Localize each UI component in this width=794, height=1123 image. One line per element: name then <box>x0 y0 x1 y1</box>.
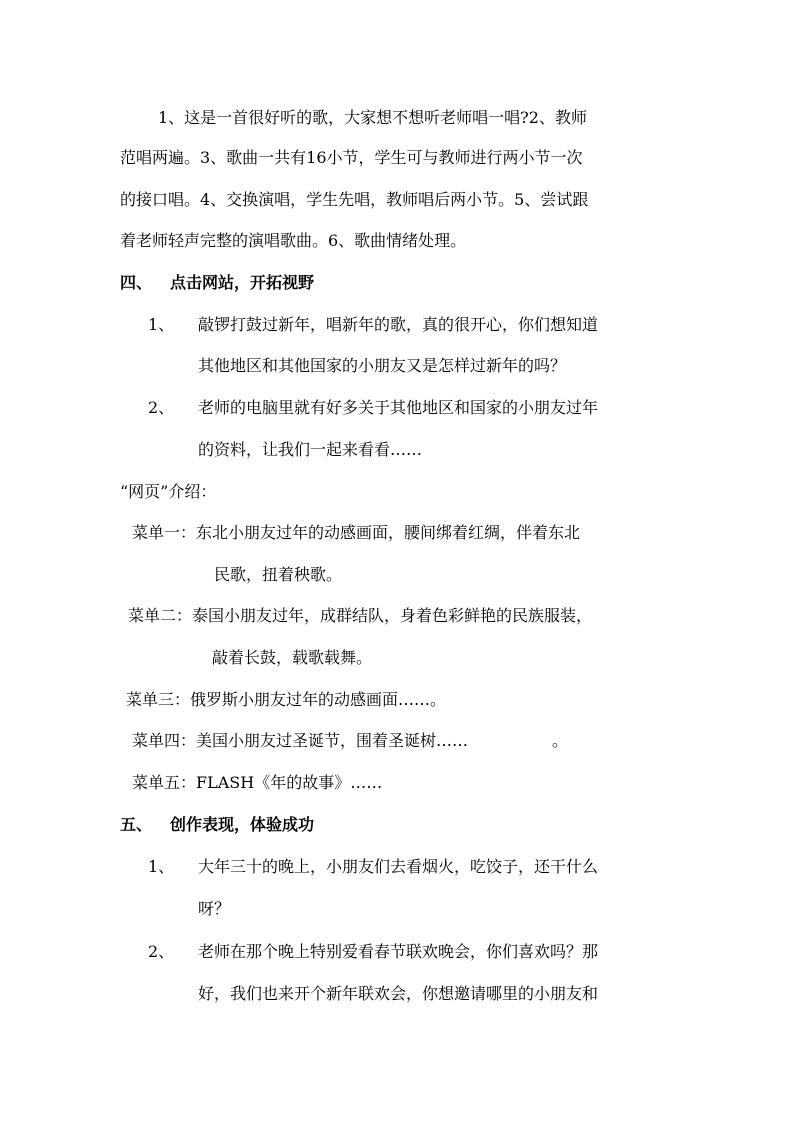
section-5-heading: 创作表现，体验成功 <box>170 815 315 834</box>
intro-line-2: 范唱两遍。3、歌曲一共有16小节，学生可与教师进行两小节一次 <box>120 148 583 167</box>
section-5-item-1-number: 1、 <box>148 857 175 876</box>
menu-2-line-2: 敲着长鼓，载歌载舞。 <box>212 648 373 667</box>
intro-line-4: 着老师轻声完整的演唱歌曲。6、歌曲情绪处理。 <box>120 231 467 250</box>
menu-1-line-2: 民歌，扭着秧歌。 <box>214 565 343 584</box>
webpage-intro: “网页”介绍： <box>120 482 217 501</box>
section-4-item-1-number: 1、 <box>148 315 175 334</box>
section-5-item-2-line-2: 好，我们也来开个新年联欢会，你想邀请哪里的小朋友和 <box>198 984 599 1003</box>
intro-line-1: 1、这是一首很好听的歌，大家想不想听老师唱一唱?2、教师 <box>158 108 587 127</box>
section-4-item-2-line-1: 老师的电脑里就有好多关于其他地区和国家的小朋友过年 <box>198 398 599 417</box>
intro-line-3: 的接口唱。4、交换演唱，学生先唱，教师唱后两小节。5、尝试跟 <box>120 190 589 209</box>
menu-3: 菜单三：俄罗斯小朋友过年的动感画面……。 <box>126 690 447 709</box>
section-5-heading-number: 五、 <box>120 815 153 834</box>
section-5-item-2-line-1: 老师在那个晚上特别爱看春节联欢晚会，你们喜欢吗？那 <box>198 942 599 961</box>
section-5-item-1-line-2: 呀？ <box>198 899 231 918</box>
section-4-item-2-line-2: 的资料，让我们一起来看看…… <box>198 440 423 459</box>
section-4-heading: 点击网站，开拓视野 <box>170 273 315 292</box>
section-4-item-1-line-2: 其他地区和其他国家的小朋友又是怎样过新年的吗？ <box>198 356 567 375</box>
menu-5: 菜单五：FLASH《年的故事》…… <box>132 773 383 792</box>
menu-2-line-1: 菜单二：泰国小朋友过年，成群结队，身着色彩鲜艳的民族服装， <box>128 606 593 625</box>
section-4-item-1-line-1: 敲锣打鼓过新年，唱新年的歌，真的很开心，你们想知道 <box>198 315 599 334</box>
section-5-item-2-number: 2、 <box>148 942 175 961</box>
section-5-item-1-line-1: 大年三十的晚上，小朋友们去看烟火，吃饺子，还干什么 <box>198 857 599 876</box>
menu-4: 菜单四：美国小朋友过圣诞节，围着圣诞树…… <box>132 731 469 750</box>
menu-4-tail: 。 <box>552 731 569 750</box>
menu-1-line-1: 菜单一：东北小朋友过年的动感画面，腰间绑着红绸，伴着东北 <box>132 523 581 542</box>
section-4-heading-number: 四、 <box>120 273 153 292</box>
section-4-item-2-number: 2、 <box>148 398 175 417</box>
